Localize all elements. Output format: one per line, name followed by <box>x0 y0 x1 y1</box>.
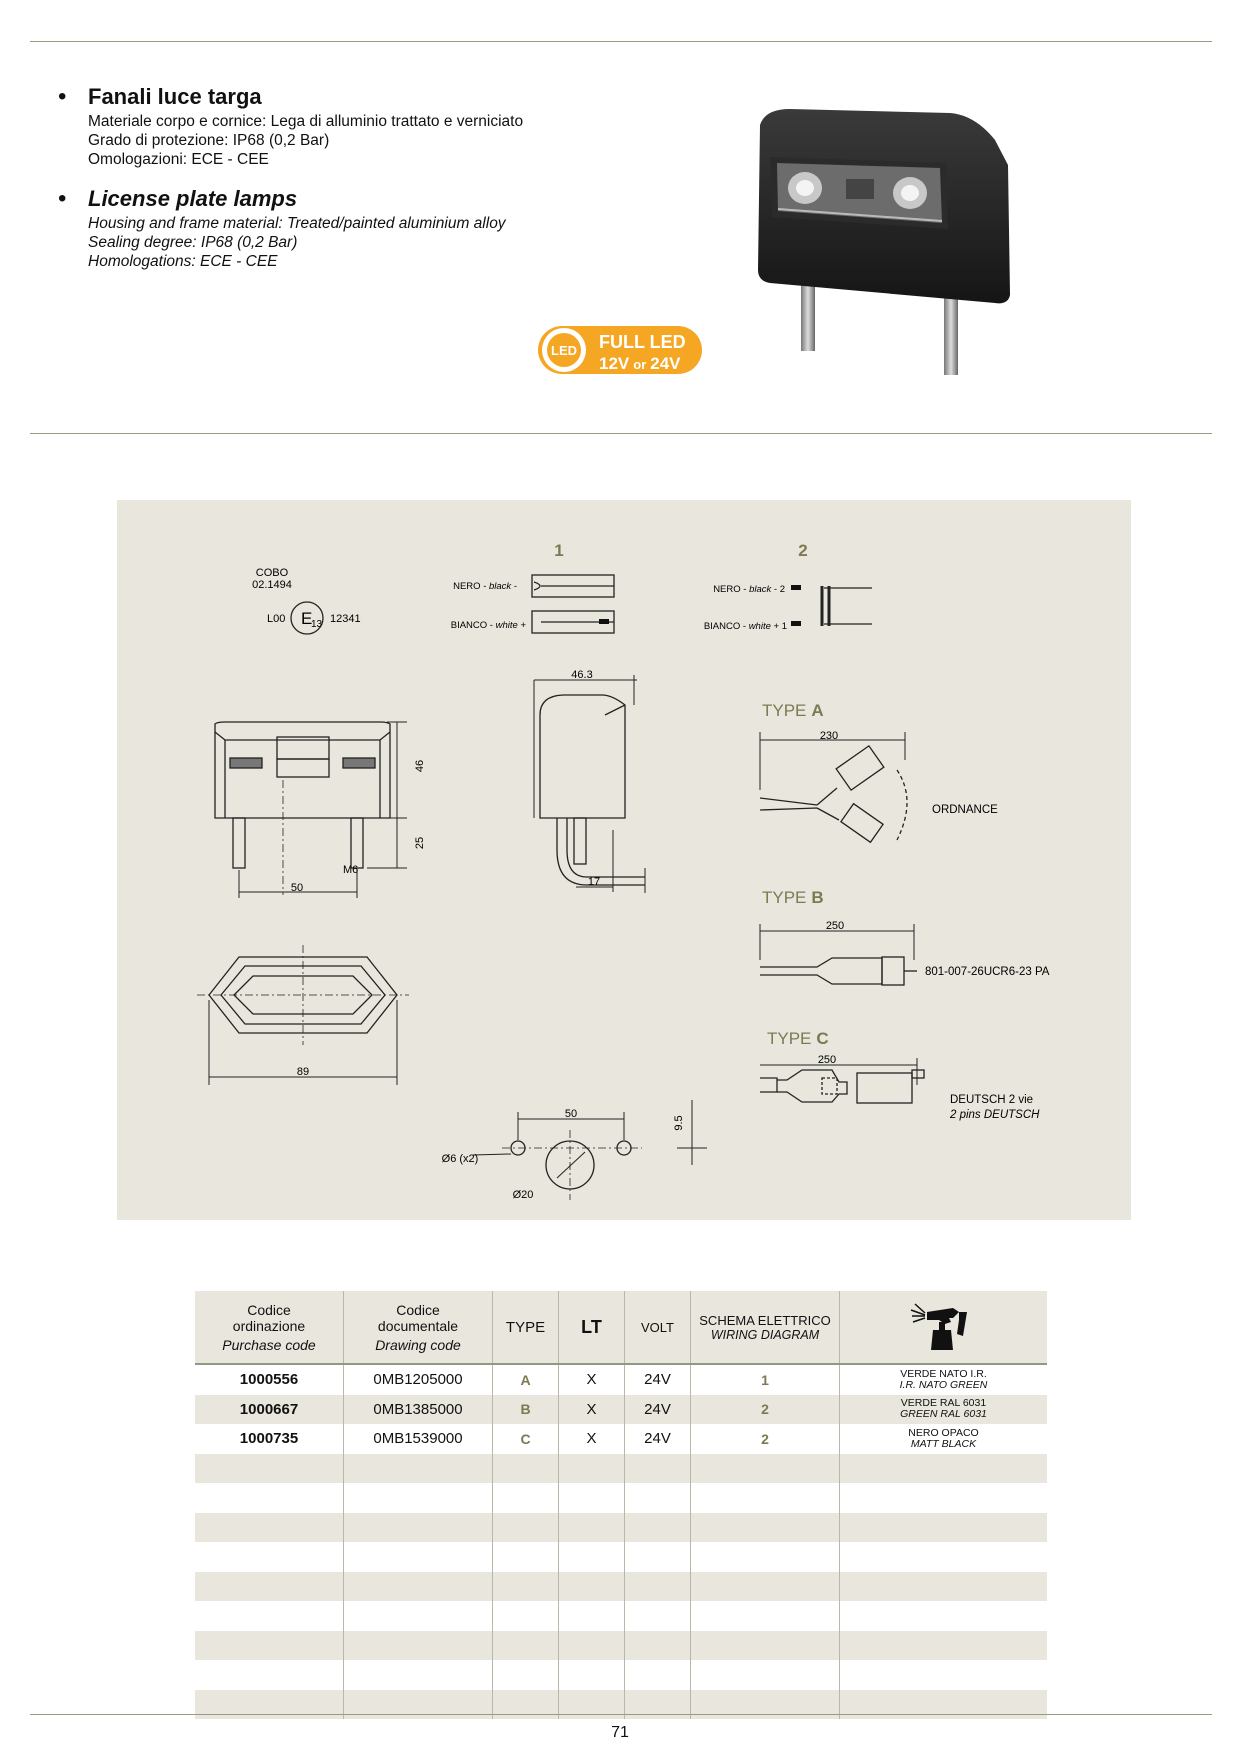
type-b-connector: 801-007-26UCR6-23 PA <box>925 966 1050 978</box>
dim-hole-offset: 9.5 <box>673 1115 685 1131</box>
empty-row <box>195 1631 1047 1661</box>
table-row <box>195 1395 1047 1425</box>
wire-black-label-en: black <box>489 581 512 592</box>
empty-row <box>195 1483 1047 1513</box>
header-text-en: Drawing code <box>375 1336 461 1353</box>
technical-drawing <box>117 500 1131 1220</box>
header-text: SCHEMA ELETTRICO <box>699 1312 831 1328</box>
finish-cell <box>840 1364 1048 1395</box>
finish-cell <box>840 1424 1048 1454</box>
wire-white-label-en: white <box>495 620 518 631</box>
spec-line: Materiale corpo e cornice: Lega di alluminio trattato e verniciato <box>88 113 524 130</box>
lt-cell: X <box>559 1395 625 1425</box>
volt-cell: 24V <box>625 1424 691 1454</box>
finish-it: VERDE RAL 6031 <box>900 1397 987 1410</box>
wire-black-label: NERO - <box>453 581 489 592</box>
wire-end <box>791 621 801 626</box>
wiring-2-number: 2 <box>798 541 808 560</box>
badge-volt-24: 24V <box>650 354 681 373</box>
svg-text:BIANCO - white + 1 <box>704 621 787 632</box>
dim-center-dia: Ø20 <box>512 1189 534 1201</box>
emark-number: 13 <box>311 619 323 630</box>
empty-row <box>195 1601 1047 1631</box>
drawing-code: 0MB1385000 <box>344 1395 493 1425</box>
type-b-letter: B <box>811 888 824 907</box>
empty-row <box>195 1513 1047 1543</box>
spec-line: Homologations: ECE - CEE <box>88 253 278 270</box>
dim-width-top: 89 <box>296 1066 310 1078</box>
product-table <box>195 1291 1047 1719</box>
spec-line: Housing and frame material: Treated/painted aluminium alloy <box>88 215 506 232</box>
header-text: ordinazione <box>232 1317 306 1334</box>
spec-english <box>88 214 506 271</box>
type-c-connector-en: 2 pins DEUTSCH <box>950 1109 1040 1121</box>
header-text: documentale <box>377 1317 459 1334</box>
wire-black-label-en: black <box>749 584 772 595</box>
finish-cell <box>840 1395 1048 1425</box>
type-b-length: 250 <box>825 920 845 932</box>
header-wiring-diagram <box>691 1291 840 1364</box>
empty-row <box>195 1660 1047 1690</box>
dim-depth: 46.3 <box>571 669 593 681</box>
dim-hole-spacing: 50 <box>564 1108 578 1120</box>
wire-end <box>791 585 801 590</box>
approval-number: 12341 <box>330 613 361 625</box>
header-type: TYPE <box>493 1291 559 1364</box>
purchase-code: 1000667 <box>195 1395 344 1425</box>
lt-cell: X <box>559 1424 625 1454</box>
led-icon-text: LED <box>551 343 577 358</box>
type-c-connector: DEUTSCH 2 vie <box>950 1094 1034 1106</box>
header-text-en: Purchase code <box>222 1336 316 1353</box>
finish-en: GREEN RAL 6031 <box>900 1408 987 1421</box>
header-text: Codice <box>396 1301 440 1318</box>
top-rule <box>30 41 1212 42</box>
dim-hole-dia: Ø6 (x2) <box>441 1153 479 1165</box>
spec-line: Omologazioni: ECE - CEE <box>88 151 269 168</box>
type-c-length: 250 <box>817 1054 837 1066</box>
table-row <box>195 1364 1047 1395</box>
type-a-connector: ORDNANCE <box>932 804 998 816</box>
bullet: • <box>58 185 67 212</box>
spec-line: Grado di protezione: IP68 (0,2 Bar) <box>88 132 330 149</box>
svg-text:BIANCO - white + <box>451 620 527 631</box>
finish-it: VERDE NATO I.R. <box>900 1367 987 1380</box>
drawing-code: 0MB1205000 <box>344 1364 493 1395</box>
wire-black-label: NERO - <box>713 584 750 595</box>
header-drawing-code <box>344 1291 493 1364</box>
emark-letter: E <box>301 609 313 628</box>
title-english: License plate lamps <box>88 186 298 211</box>
header-finish <box>840 1291 1048 1364</box>
svg-text:TYPEA <box>762 701 824 720</box>
wiring-cell: 2 <box>691 1395 840 1425</box>
badge-volt-12: 12V <box>599 354 630 373</box>
svg-text:NERO - black - 2 <box>713 584 785 595</box>
type-b-word: TYPE <box>762 888 807 907</box>
type-cell: C <box>493 1424 559 1454</box>
wire-white-label: BIANCO - <box>450 620 496 631</box>
header-lt: LT <box>559 1291 625 1364</box>
type-a-letter: A <box>811 701 824 720</box>
volt-cell: 24V <box>625 1395 691 1425</box>
svg-text:TYPEC <box>767 1029 829 1048</box>
header-purchase-code <box>195 1291 344 1364</box>
spray-gun-icon <box>909 1298 979 1354</box>
type-c-letter: C <box>816 1029 829 1048</box>
dim-height-body: 46 <box>414 759 426 773</box>
dim-width-front: 50 <box>290 882 304 894</box>
dim-thread: M6 <box>343 864 359 876</box>
empty-row <box>195 1454 1047 1484</box>
spec-line: Sealing degree: IP68 (0,2 Bar) <box>88 234 298 251</box>
wire-black-polarity: - <box>511 581 517 592</box>
dim-height-stud: 25 <box>414 836 426 850</box>
middle-rule <box>30 433 1212 434</box>
wiring-cell: 2 <box>691 1424 840 1454</box>
dim-stud-offset: 17 <box>587 876 601 888</box>
volt-cell: 24V <box>625 1364 691 1395</box>
page-number: 71 <box>611 1724 629 1741</box>
lt-cell: X <box>559 1364 625 1395</box>
header-volt: VOLT <box>625 1291 691 1364</box>
wire-end <box>599 619 609 624</box>
wiring-1-number: 1 <box>554 541 564 560</box>
wire-black-polarity: - 2 <box>771 584 785 595</box>
header-text-en: WIRING DIAGRAM <box>710 1327 820 1342</box>
cert-number: 02.1494 <box>252 579 292 591</box>
type-cell: B <box>493 1395 559 1425</box>
finish-it: NERO OPACO <box>908 1426 979 1439</box>
svg-text:TYPEB <box>762 888 824 907</box>
empty-row <box>195 1542 1047 1572</box>
title-italian: Fanali luce targa <box>88 84 262 109</box>
wiring-cell: 1 <box>691 1364 840 1395</box>
wire-white-label-en: white <box>748 621 771 632</box>
svg-text:NERO - black - <box>453 581 517 592</box>
spec-italian <box>88 112 523 169</box>
purchase-code: 1000735 <box>195 1424 344 1454</box>
product-photo <box>750 105 1020 380</box>
wire-white-polarity: + <box>517 620 526 631</box>
bullet: • <box>58 83 67 110</box>
badge-line1: FULL LED <box>599 332 686 352</box>
header-text: Codice <box>247 1301 291 1318</box>
svg-text:12Vor24V <box>599 354 681 373</box>
bottom-rule <box>30 1714 1212 1715</box>
type-a-word: TYPE <box>762 701 807 720</box>
type-a-length: 230 <box>819 730 839 742</box>
cert-prefix: L00 <box>267 613 286 625</box>
finish-en: MATT BLACK <box>910 1437 977 1450</box>
drawing-code: 0MB1539000 <box>344 1424 493 1454</box>
full-led-badge <box>536 322 706 378</box>
wire-white-polarity: + 1 <box>770 621 787 632</box>
table-row <box>195 1424 1047 1454</box>
type-c-word: TYPE <box>767 1029 812 1048</box>
purchase-code: 1000556 <box>195 1364 344 1395</box>
type-cell: A <box>493 1364 559 1395</box>
badge-or: or <box>633 357 647 372</box>
wire-white-label: BIANCO - <box>703 621 749 632</box>
cert-maker: COBO <box>255 567 289 579</box>
finish-en: I.R. NATO GREEN <box>899 1378 988 1391</box>
empty-row <box>195 1572 1047 1602</box>
